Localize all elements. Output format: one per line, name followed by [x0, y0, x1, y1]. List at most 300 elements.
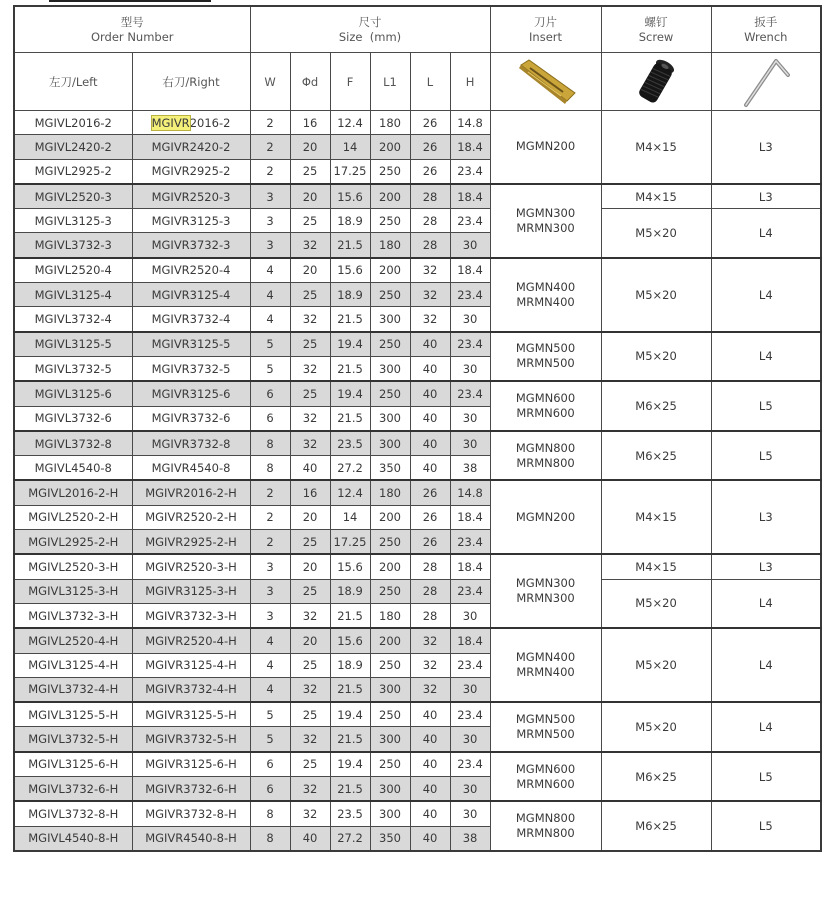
wrench-en: Wrench	[744, 29, 788, 44]
cell-d: 32	[290, 307, 330, 332]
insert-code: MGMN600	[515, 391, 576, 406]
cell-left: MGIVL2520-4	[14, 258, 132, 283]
cell-left: MGIVL3732-8	[14, 431, 132, 456]
cell-h: 23.4	[450, 579, 490, 603]
screw-cell: M5×20	[601, 209, 711, 258]
cell-l1: 250	[370, 209, 410, 233]
cell-w: 4	[250, 653, 290, 677]
cell-right: MGIVR3732-8	[132, 431, 250, 456]
cell-right: MGIVR3125-3-H	[132, 579, 250, 603]
cell-f: 14	[330, 505, 370, 529]
cell-l: 26	[410, 505, 450, 529]
cell-left: MGIVL3125-3	[14, 209, 132, 233]
cell-left: MGIVL4540-8-H	[14, 826, 132, 851]
wrench-cell: L3	[711, 111, 821, 184]
screw-image-cell	[601, 53, 711, 111]
cell-l1: 300	[370, 777, 410, 802]
cell-l1: 180	[370, 603, 410, 628]
cell-right: MGIVR4540-8-H	[132, 826, 250, 851]
cell-right: MGIVR3732-8-H	[132, 801, 250, 826]
cell-w: 8	[250, 456, 290, 481]
size-en: Size (mm)	[338, 29, 402, 44]
cell-right: MGIVR2420-2	[132, 135, 250, 159]
cell-f: 21.5	[330, 356, 370, 381]
cell-w: 3	[250, 603, 290, 628]
wrench-cell: L3	[711, 554, 821, 579]
screw-cell: M5×20	[601, 332, 711, 382]
insert-code: MRMN800	[516, 455, 575, 470]
cell-d: 25	[290, 653, 330, 677]
cell-f: 21.5	[330, 777, 370, 802]
cell-f: 15.6	[330, 258, 370, 283]
table-row	[14, 381, 821, 406]
cell-w: 3	[250, 579, 290, 603]
cell-f: 19.4	[330, 752, 370, 777]
insert-code: MRMN600	[516, 406, 575, 421]
cell-h: 30	[450, 801, 490, 826]
f-header: F	[330, 53, 370, 111]
screw-cell: M6×25	[601, 752, 711, 802]
cell-f: 19.4	[330, 702, 370, 727]
cell-l1: 250	[370, 530, 410, 555]
insert-cell	[490, 702, 601, 752]
cell-d: 20	[290, 184, 330, 209]
insert-code: MGMN400	[515, 650, 576, 665]
wrench-cell: L4	[711, 209, 821, 258]
cell-l: 28	[410, 579, 450, 603]
table-row	[14, 480, 821, 505]
cell-d: 20	[290, 135, 330, 159]
insert-cell	[490, 628, 601, 702]
cell-d: 32	[290, 233, 330, 258]
cell-left: MGIVL2520-3	[14, 184, 132, 209]
cell-right: MGIVR2925-2	[132, 159, 250, 184]
cell-l: 26	[410, 480, 450, 505]
wrench-cell: L3	[711, 184, 821, 209]
insert-code: MGMN300	[515, 205, 576, 220]
cell-f: 14	[330, 135, 370, 159]
cell-h: 18.4	[450, 258, 490, 283]
cell-l1: 300	[370, 727, 410, 752]
cell-l: 28	[410, 233, 450, 258]
insert-code: MGMN200	[515, 139, 576, 154]
cell-w: 2	[250, 111, 290, 135]
cell-w: 4	[250, 677, 290, 702]
cell-w: 8	[250, 826, 290, 851]
cell-h: 38	[450, 456, 490, 481]
insert-code: MRMN300	[516, 591, 575, 606]
cell-l: 26	[410, 111, 450, 135]
cell-right: MGIVR3732-5	[132, 356, 250, 381]
cell-l: 40	[410, 801, 450, 826]
cell-l1: 200	[370, 505, 410, 529]
table-row	[14, 258, 821, 283]
table-body	[14, 111, 821, 851]
cell-f: 23.5	[330, 431, 370, 456]
insert-code: MGMN500	[515, 711, 576, 726]
order-number-cn: 型号	[120, 14, 144, 29]
cell-h: 30	[450, 727, 490, 752]
cell-left: MGIVL2520-2-H	[14, 505, 132, 529]
cell-w: 2	[250, 135, 290, 159]
cell-l: 40	[410, 826, 450, 851]
cell-l1: 180	[370, 111, 410, 135]
cell-d: 20	[290, 505, 330, 529]
cell-l: 40	[410, 431, 450, 456]
cell-left: MGIVL3125-4	[14, 283, 132, 307]
cell-l: 32	[410, 258, 450, 283]
insert-cell	[490, 258, 601, 332]
cell-h: 30	[450, 356, 490, 381]
cell-left: MGIVL3732-8-H	[14, 801, 132, 826]
cell-l1: 250	[370, 653, 410, 677]
cell-right: MGIVR3125-6-H	[132, 752, 250, 777]
cell-f: 15.6	[330, 184, 370, 209]
cell-h: 18.4	[450, 554, 490, 579]
insert-code: MGMN300	[515, 576, 576, 591]
wrench-image-cell	[711, 53, 821, 111]
cell-l: 32	[410, 677, 450, 702]
insert-cell	[490, 554, 601, 628]
cell-l1: 350	[370, 826, 410, 851]
cell-f: 18.9	[330, 653, 370, 677]
cell-left: MGIVL2925-2-H	[14, 530, 132, 555]
cell-l1: 300	[370, 431, 410, 456]
cell-l: 32	[410, 628, 450, 653]
cell-w: 4	[250, 283, 290, 307]
cell-f: 21.5	[330, 233, 370, 258]
screw-icon	[631, 56, 681, 108]
w-header: W	[250, 53, 290, 111]
cell-right: MGIVR3732-4	[132, 307, 250, 332]
cell-h: 23.4	[450, 209, 490, 233]
cell-right: MGIVR3732-4-H	[132, 677, 250, 702]
screw-cell: M4×15	[601, 554, 711, 579]
cell-h: 30	[450, 431, 490, 456]
wrench-cell: L5	[711, 752, 821, 802]
insert-cn: 刀片	[534, 14, 558, 29]
wrench-cn: 扳手	[754, 14, 778, 29]
cell-h: 30	[450, 603, 490, 628]
screw-cell: M6×25	[601, 431, 711, 481]
cell-d: 32	[290, 801, 330, 826]
cell-right: MGIVR2520-4-H	[132, 628, 250, 653]
insert-code: MRMN400	[516, 665, 575, 680]
l-header: L	[410, 53, 450, 111]
cell-right: MGIVR2520-3	[132, 184, 250, 209]
screw-cell: M5×20	[601, 628, 711, 702]
cell-d: 40	[290, 456, 330, 481]
insert-image-cell	[490, 53, 601, 111]
cell-w: 5	[250, 727, 290, 752]
cell-l: 26	[410, 530, 450, 555]
cell-w: 3	[250, 233, 290, 258]
cell-w: 6	[250, 406, 290, 431]
screw-cell: M5×20	[601, 702, 711, 752]
cell-f: 27.2	[330, 826, 370, 851]
cell-d: 25	[290, 283, 330, 307]
cell-d: 32	[290, 677, 330, 702]
cell-d: 25	[290, 332, 330, 357]
cell-l: 40	[410, 406, 450, 431]
cell-l: 28	[410, 209, 450, 233]
cell-right: MGIVR3125-4-H	[132, 653, 250, 677]
cell-f: 21.5	[330, 406, 370, 431]
cell-d: 20	[290, 628, 330, 653]
cell-left: MGIVL2016-2	[14, 111, 132, 135]
cell-l1: 200	[370, 554, 410, 579]
cell-right: MGIVR3732-3-H	[132, 603, 250, 628]
wrench-cell: L4	[711, 628, 821, 702]
cell-w: 2	[250, 505, 290, 529]
cell-h: 38	[450, 826, 490, 851]
cell-l1: 300	[370, 356, 410, 381]
cell-right: MGIVR3125-5-H	[132, 702, 250, 727]
cell-l1: 350	[370, 456, 410, 481]
cell-right: MGIVR2520-2-H	[132, 505, 250, 529]
cell-d: 25	[290, 752, 330, 777]
wrench-cell: L4	[711, 258, 821, 332]
cell-w: 6	[250, 381, 290, 406]
cell-right-rest: 2016-2	[189, 115, 231, 130]
cell-h: 18.4	[450, 135, 490, 159]
cell-w: 3	[250, 554, 290, 579]
cell-f: 21.5	[330, 677, 370, 702]
cell-f: 27.2	[330, 456, 370, 481]
cell-left: MGIVL2016-2-H	[14, 480, 132, 505]
cell-w: 4	[250, 258, 290, 283]
wrench-cell: L4	[711, 702, 821, 752]
cell-f: 12.4	[330, 480, 370, 505]
screw-cell: M4×15	[601, 111, 711, 184]
cell-h: 23.4	[450, 159, 490, 184]
cell-left: MGIVL2420-2	[14, 135, 132, 159]
cell-right: MGIVR3125-4	[132, 283, 250, 307]
cell-w: 2	[250, 159, 290, 184]
table-row	[14, 702, 821, 727]
cell-h: 23.4	[450, 283, 490, 307]
insert-code: MGMN500	[515, 341, 576, 356]
cell-right: MGIVR4540-8	[132, 456, 250, 481]
cell-left: MGIVL3732-4	[14, 307, 132, 332]
insert-code: MGMN200	[515, 509, 576, 524]
cell-l1: 300	[370, 307, 410, 332]
screw-header	[601, 6, 711, 53]
cell-l1: 300	[370, 801, 410, 826]
cell-l: 40	[410, 727, 450, 752]
screw-cn: 螺钉	[644, 14, 668, 29]
cell-h: 30	[450, 307, 490, 332]
wrench-cell: L4	[711, 579, 821, 628]
cell-right: MGIVR3732-3	[132, 233, 250, 258]
insert-code: MRMN400	[516, 294, 575, 309]
insert-code: MRMN600	[516, 776, 575, 791]
cell-d: 32	[290, 603, 330, 628]
insert-cell	[490, 480, 601, 554]
cell-left: MGIVL3125-3-H	[14, 579, 132, 603]
table-row	[14, 554, 821, 579]
cell-d: 25	[290, 579, 330, 603]
cell-w: 3	[250, 184, 290, 209]
cell-f: 12.4	[330, 111, 370, 135]
cell-l1: 250	[370, 579, 410, 603]
screw-cell: M5×20	[601, 258, 711, 332]
cell-f: 15.6	[330, 554, 370, 579]
cell-h: 23.4	[450, 653, 490, 677]
cell-right: MGIVR3732-6-H	[132, 777, 250, 802]
cell-w: 2	[250, 530, 290, 555]
cell-d: 20	[290, 554, 330, 579]
cell-l1: 250	[370, 159, 410, 184]
cell-right: MGIVR3125-6	[132, 381, 250, 406]
cell-l: 40	[410, 356, 450, 381]
order-number-header	[14, 6, 250, 53]
cell-left: MGIVL2520-4-H	[14, 628, 132, 653]
cell-left: MGIVL2925-2	[14, 159, 132, 184]
order-number-en: Order Number	[90, 29, 174, 44]
insert-cell	[490, 381, 601, 431]
cell-l: 40	[410, 332, 450, 357]
cell-w: 2	[250, 480, 290, 505]
cell-right	[132, 111, 250, 135]
insert-en: Insert	[529, 29, 563, 44]
l1-header: L1	[370, 53, 410, 111]
cell-left: MGIVL3732-5	[14, 356, 132, 381]
cell-h: 23.4	[450, 702, 490, 727]
insert-code: MRMN500	[516, 356, 575, 371]
cell-left: MGIVL3732-5-H	[14, 727, 132, 752]
cell-f: 18.9	[330, 579, 370, 603]
cell-right: MGIVR2520-3-H	[132, 554, 250, 579]
wrench-cell: L5	[711, 431, 821, 481]
table-row	[14, 431, 821, 456]
cell-h: 30	[450, 777, 490, 802]
insert-code: MGMN800	[515, 440, 576, 455]
cell-right: MGIVR2925-2-H	[132, 530, 250, 555]
cell-l: 40	[410, 752, 450, 777]
cell-l1: 300	[370, 677, 410, 702]
screw-cell: M6×25	[601, 801, 711, 851]
search-highlight: MGIVR	[151, 115, 190, 130]
size-header	[250, 6, 490, 53]
cell-w: 6	[250, 777, 290, 802]
cell-f: 15.6	[330, 628, 370, 653]
cell-f: 23.5	[330, 801, 370, 826]
wrench-cell: L5	[711, 801, 821, 851]
cell-l1: 300	[370, 406, 410, 431]
cell-l1: 200	[370, 628, 410, 653]
cell-f: 18.9	[330, 209, 370, 233]
insert-cell	[490, 332, 601, 382]
cell-h: 14.8	[450, 111, 490, 135]
cell-d: 25	[290, 159, 330, 184]
cell-h: 30	[450, 677, 490, 702]
cell-w: 5	[250, 332, 290, 357]
cell-f: 17.25	[330, 159, 370, 184]
cell-left: MGIVL3732-4-H	[14, 677, 132, 702]
subheader-row	[14, 53, 821, 111]
cell-left: MGIVL3125-4-H	[14, 653, 132, 677]
cell-left: MGIVL3732-6-H	[14, 777, 132, 802]
insert-icon	[511, 57, 581, 107]
cell-left: MGIVL3732-6	[14, 406, 132, 431]
cell-f: 21.5	[330, 307, 370, 332]
screw-cell: M4×15	[601, 184, 711, 209]
cell-f: 18.9	[330, 283, 370, 307]
cell-left: MGIVL4540-8	[14, 456, 132, 481]
table-row	[14, 209, 821, 233]
cell-l: 32	[410, 307, 450, 332]
cell-h: 30	[450, 406, 490, 431]
cell-left: MGIVL3125-6-H	[14, 752, 132, 777]
cell-f: 19.4	[330, 381, 370, 406]
cell-l: 40	[410, 381, 450, 406]
insert-cell	[490, 752, 601, 802]
cell-right: MGIVR2016-2-H	[132, 480, 250, 505]
cell-l: 40	[410, 777, 450, 802]
insert-code: MGMN800	[515, 811, 576, 826]
cell-l1: 200	[370, 258, 410, 283]
cell-l: 40	[410, 702, 450, 727]
wrench-header	[711, 6, 821, 53]
cell-right: MGIVR2520-4	[132, 258, 250, 283]
table-row	[14, 628, 821, 653]
insert-cell	[490, 801, 601, 851]
cell-d: 16	[290, 111, 330, 135]
cell-right: MGIVR3732-6	[132, 406, 250, 431]
size-cn: 尺寸	[358, 14, 382, 29]
cell-right: MGIVR3125-3	[132, 209, 250, 233]
cell-l: 40	[410, 456, 450, 481]
cell-w: 8	[250, 801, 290, 826]
cell-w: 5	[250, 702, 290, 727]
screw-en: Screw	[638, 29, 674, 44]
table-row	[14, 184, 821, 209]
screw-cell: M4×15	[601, 480, 711, 554]
cell-left: MGIVL3125-6	[14, 381, 132, 406]
cell-d: 32	[290, 406, 330, 431]
h-header: H	[450, 53, 490, 111]
cell-d: 25	[290, 381, 330, 406]
screw-cell: M6×25	[601, 381, 711, 431]
cell-l: 28	[410, 603, 450, 628]
cell-d: 40	[290, 826, 330, 851]
cell-d: 32	[290, 356, 330, 381]
cell-l: 28	[410, 554, 450, 579]
cell-w: 6	[250, 752, 290, 777]
cell-l: 26	[410, 135, 450, 159]
cell-h: 23.4	[450, 332, 490, 357]
cell-h: 23.4	[450, 530, 490, 555]
wrench-cell: L5	[711, 381, 821, 431]
cell-w: 5	[250, 356, 290, 381]
insert-header	[490, 6, 601, 53]
cell-l1: 250	[370, 752, 410, 777]
cell-h: 23.4	[450, 752, 490, 777]
cell-d: 32	[290, 727, 330, 752]
cell-d: 25	[290, 209, 330, 233]
table-row	[14, 801, 821, 826]
cell-d: 32	[290, 431, 330, 456]
cell-left: MGIVL3732-3-H	[14, 603, 132, 628]
cell-d: 25	[290, 530, 330, 555]
insert-code: MRMN300	[516, 220, 575, 235]
left-header: 左刀/Left	[14, 53, 132, 111]
cell-f: 19.4	[330, 332, 370, 357]
cell-l1: 250	[370, 381, 410, 406]
cell-d: 25	[290, 702, 330, 727]
insert-code: MGMN600	[515, 761, 576, 776]
